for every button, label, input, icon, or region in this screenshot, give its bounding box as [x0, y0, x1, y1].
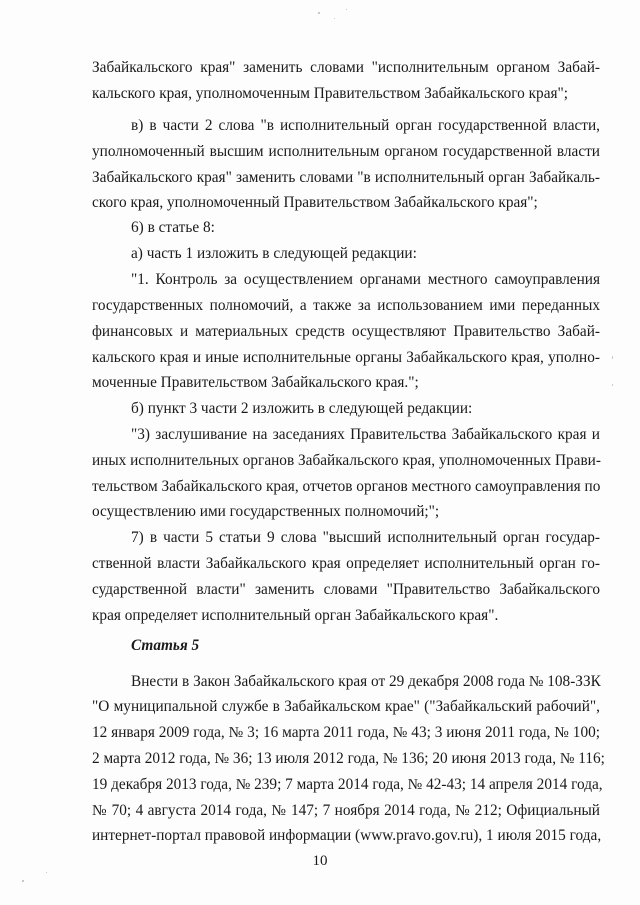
text-line: тельством Забайкальского края, отчетов органов местного самоуправления по — [92, 478, 601, 495]
text-line: 2 марта 2012 года, № 36; 13 июля 2012 года, № 136; 20 июня 2013 года, № 116; — [92, 750, 605, 767]
text-line: "3) заслушивание на заседаниях Правительства Забайкальского края и — [131, 426, 600, 443]
scan-speck — [612, 384, 613, 386]
text-line: Забайкальского края" заменить словами "исполнительным органом Забай- — [92, 59, 600, 76]
text-line: 7) в части 5 статьи 9 слова "высший исполнительный орган государ- — [131, 529, 600, 546]
text-line: а) часть 1 изложить в следующей редакции: — [131, 245, 417, 262]
text-line: осуществлению ими государственных полномочий;"; — [92, 503, 440, 520]
page-number: 10 — [312, 853, 328, 869]
text-line: интернет-портал правовой информации (www.pravo.gov.ru), 1 июля 2015 года, — [92, 827, 602, 844]
scan-speck — [46, 872, 47, 873]
text-line: края определяет исполнительный орган Забайкальского края". — [92, 607, 499, 624]
text-line: Забайкальского края" заменить словами "в исполнительный орган Забайкаль- — [92, 169, 600, 186]
text-line: финансовых и материальных средств осуществляют Правительство Забай- — [92, 323, 600, 340]
text-line: б) пункт 3 части 2 изложить в следующей редакции: — [131, 400, 473, 417]
scan-speck — [346, 9, 347, 10]
text-line: сударственной власти" заменить словами "Правительство Забайкальского — [92, 581, 600, 598]
text-line: уполномоченный высшим исполнительным органом государственной власти — [92, 143, 600, 160]
scan-speck — [334, 18, 335, 19]
text-line: Внести в Закон Забайкальского края от 29 декабря 2008 года № 108-ЗЗК — [131, 673, 601, 690]
text-line: в) в части 2 слова "в исполнительный орган государственной власти, — [131, 117, 600, 134]
text-line: 6) в статье 8: — [131, 219, 215, 236]
text-line: "О муниципальной службе в Забайкальском крае" ("Забайкальский рабочий", — [92, 698, 600, 715]
scan-speck — [318, 12, 320, 14]
text-line: "1. Контроль за осуществлением органами местного самоуправления — [131, 271, 600, 288]
text-line: кальского края, уполномоченным Правительством Забайкальского края"; — [92, 85, 569, 102]
text-line: моченные Правительством Забайкальского края."; — [92, 374, 419, 391]
text-line: иных исполнительных органов Забайкальского края, уполномоченных Прави- — [92, 452, 601, 469]
scan-speck — [612, 356, 613, 359]
article-heading: Статья 5 — [131, 637, 200, 654]
text-line: ственной власти Забайкальского края определяет исполнительный орган го- — [92, 555, 600, 572]
text-line: государственных полномочий, а также за использованием ими переданных — [92, 297, 600, 314]
text-line: № 70; 4 августа 2014 года, № 147; 7 ноября 2014 года, № 212; Официальный — [92, 802, 600, 819]
text-line: ского края, уполномоченный Правительством Забайкальского края"; — [92, 194, 538, 211]
scan-speck — [22, 880, 24, 882]
text-line: кальского края и иные исполнительные органы Забайкальского края, уполно- — [92, 349, 600, 366]
text-line: 12 января 2009 года, № 3; 16 марта 2011 года, № 43; 3 июня 2011 года, № 100; — [92, 724, 600, 741]
text-line: 19 декабря 2013 года, № 239; 7 марта 2014 года, № 42-43; 14 апреля 2014 года, — [92, 776, 603, 793]
